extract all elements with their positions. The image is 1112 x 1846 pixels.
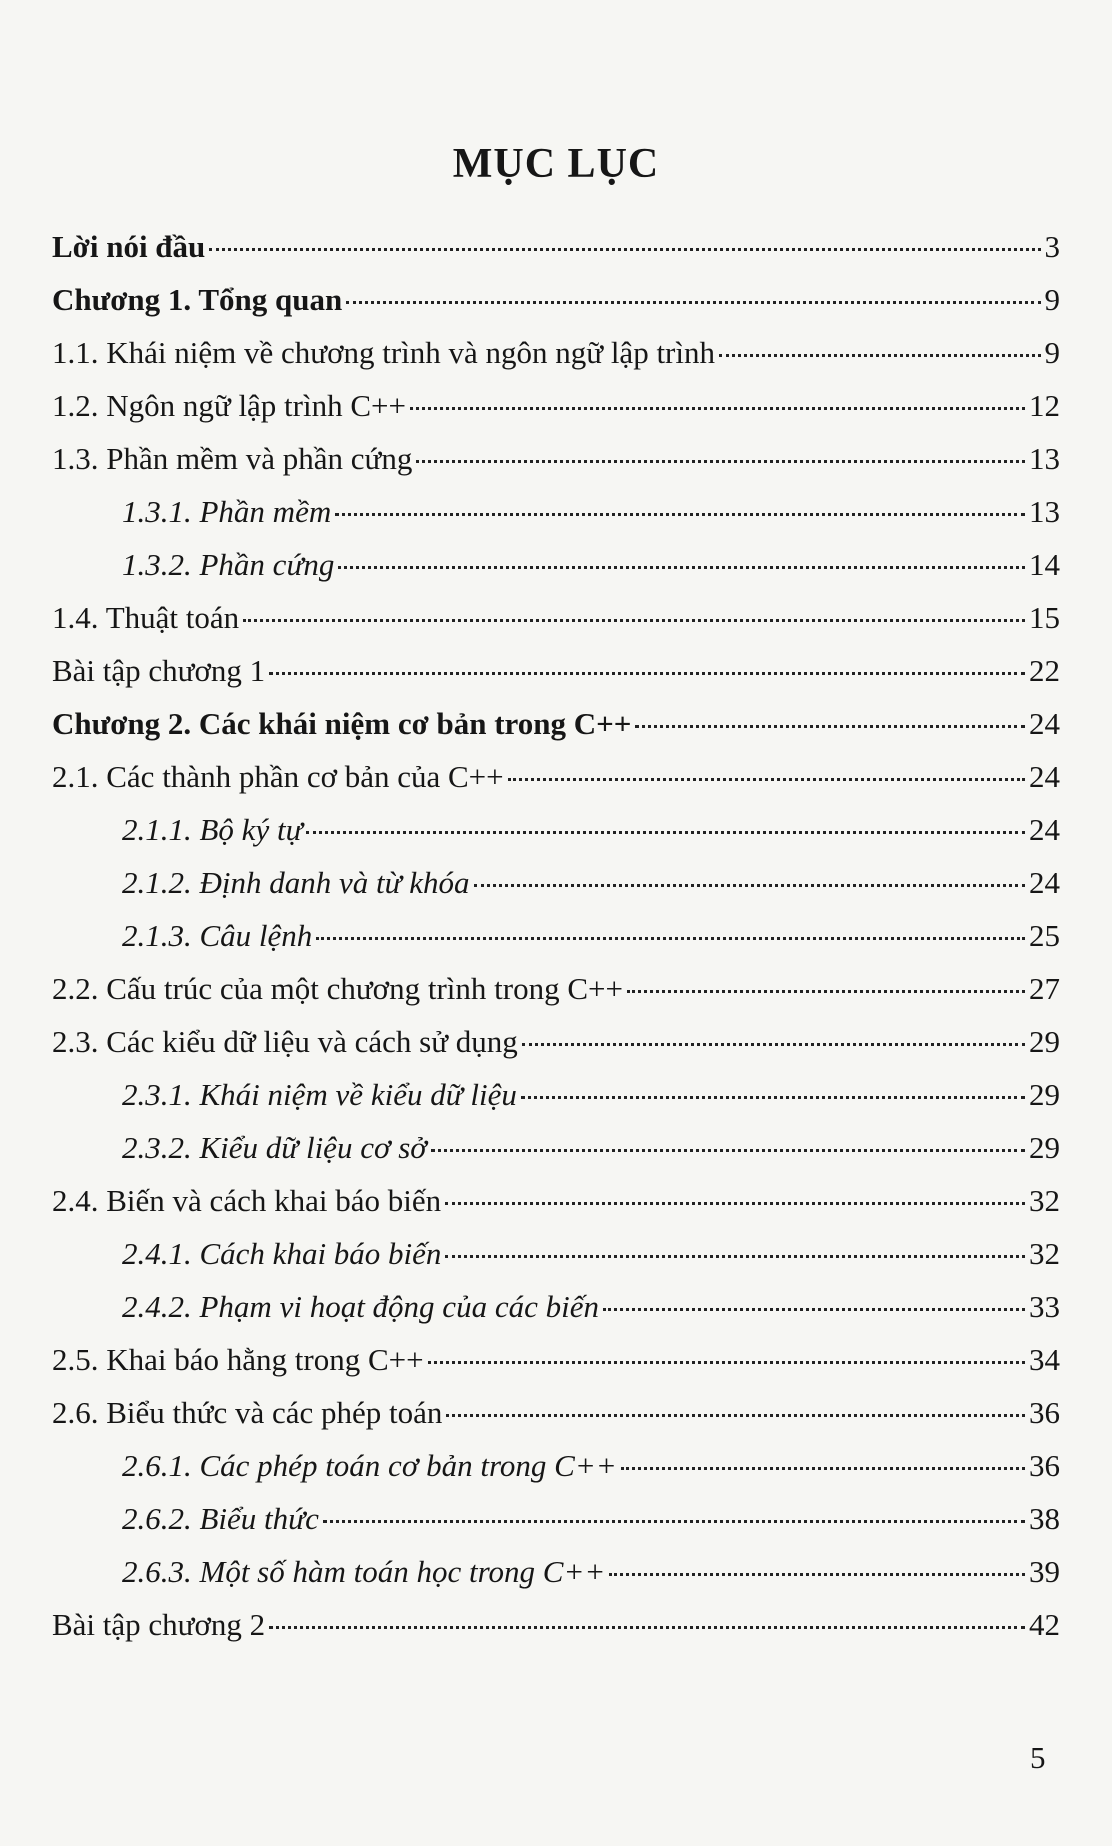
toc-entry (52, 1439, 1060, 1492)
toc-entry-label: Bài tập chương 1 (52, 653, 266, 688)
toc-entry-page: 36 (1029, 1448, 1060, 1483)
toc-entry-label: 2.6.3. Một số hàm toán học trong C++ (122, 1554, 606, 1589)
toc-entry-label: 2.4.1. Cách khai báo biến (122, 1236, 442, 1271)
toc-entry-page: 13 (1029, 441, 1060, 476)
toc-entry-label: 2.2. Cấu trúc của một chương trình trong C++ (52, 971, 623, 1006)
dot-leader (269, 672, 1025, 675)
toc-entry-label: 2.6. Biểu thức và các phép toán (52, 1395, 443, 1430)
toc-entry-page: 38 (1029, 1501, 1060, 1536)
toc-entry-label: Lời nói đầu (52, 229, 206, 264)
toc-entry-page: 27 (1029, 971, 1060, 1006)
toc-entry-page: 29 (1029, 1077, 1060, 1112)
toc-entry-page: 33 (1029, 1289, 1060, 1324)
dot-leader (410, 407, 1025, 410)
toc-entry (52, 1598, 1060, 1651)
dot-leader (627, 990, 1025, 993)
toc-entry (52, 1015, 1060, 1068)
toc-entry-label: 2.4. Biến và cách khai báo biến (52, 1183, 442, 1218)
toc-entry-label: 2.3.2. Kiểu dữ liệu cơ sở (122, 1130, 427, 1165)
toc-entry-label: 1.3.1. Phần mềm (122, 494, 332, 529)
toc-entry-label: 2.6.2. Biểu thức (122, 1501, 319, 1536)
dot-leader (474, 884, 1025, 887)
toc-entry (52, 538, 1060, 591)
toc-entry (52, 1227, 1060, 1280)
toc-entry-label: 2.3. Các kiểu dữ liệu và cách sử dụng (52, 1024, 518, 1059)
toc-entry-page: 34 (1029, 1342, 1060, 1377)
dot-leader (346, 301, 1040, 304)
toc-entry (52, 326, 1060, 379)
toc-entry (52, 962, 1060, 1015)
toc-entry-page: 24 (1029, 812, 1060, 847)
dot-leader (603, 1308, 1025, 1311)
toc-entry (52, 1280, 1060, 1333)
toc-entry (52, 591, 1060, 644)
dot-leader (335, 513, 1025, 516)
toc-entry-page: 3 (1044, 229, 1060, 264)
dot-leader (719, 354, 1041, 357)
toc-entry-label: 2.1.1. Bộ ký tự (122, 812, 303, 847)
toc-entry-label: 2.3.1. Khái niệm về kiểu dữ liệu (122, 1077, 517, 1112)
toc-entry (52, 750, 1060, 803)
toc-entry (52, 1545, 1060, 1598)
dot-leader (243, 619, 1025, 622)
dot-leader (323, 1520, 1025, 1523)
toc-entry (52, 1121, 1060, 1174)
toc-entry-label: 1.3.2. Phần cứng (122, 547, 335, 582)
toc-entry (52, 1492, 1060, 1545)
toc-entry-page: 15 (1029, 600, 1060, 635)
dot-leader (445, 1202, 1025, 1205)
toc-entry-label: 2.1. Các thành phần cơ bản của C++ (52, 759, 504, 794)
toc-entry (52, 220, 1060, 273)
dot-leader (635, 725, 1025, 728)
toc-entry-label: Chương 2. Các khái niệm cơ bản trong C++ (52, 706, 632, 741)
toc-entry (52, 856, 1060, 909)
dot-leader (316, 937, 1025, 940)
dot-leader (269, 1626, 1025, 1629)
dot-leader (428, 1361, 1025, 1364)
toc-entry-page: 29 (1029, 1024, 1060, 1059)
dot-leader (306, 831, 1025, 834)
toc-entry-label: 2.1.3. Câu lệnh (122, 918, 313, 953)
toc-entry-label: Bài tập chương 2 (52, 1607, 266, 1642)
toc-entry (52, 697, 1060, 750)
dot-leader (521, 1096, 1025, 1099)
toc-entry (52, 803, 1060, 856)
toc-entry-page: 25 (1029, 918, 1060, 953)
dot-leader (209, 248, 1040, 251)
dot-leader (416, 460, 1025, 463)
toc-entry (52, 909, 1060, 962)
toc-entry-page: 29 (1029, 1130, 1060, 1165)
page-number: 5 (1030, 1740, 1046, 1775)
toc-entry-page: 36 (1029, 1395, 1060, 1430)
toc-entry-page: 42 (1029, 1607, 1060, 1642)
toc-entry (52, 1386, 1060, 1439)
dot-leader (609, 1573, 1025, 1576)
dot-leader (431, 1149, 1025, 1152)
toc-entry-page: 24 (1029, 865, 1060, 900)
toc-entry (52, 273, 1060, 326)
dot-leader (508, 778, 1025, 781)
toc-entry-label: 1.4. Thuật toán (52, 600, 240, 635)
toc-entry-page: 32 (1029, 1183, 1060, 1218)
dot-leader (338, 566, 1025, 569)
dot-leader (446, 1414, 1025, 1417)
page-title: MỤC LỤC (452, 141, 660, 187)
toc-entry-page: 14 (1029, 547, 1060, 582)
toc-entry-page: 13 (1029, 494, 1060, 529)
dot-leader (621, 1467, 1025, 1470)
toc-entry-page: 12 (1029, 388, 1060, 423)
toc-entry-label: 2.4.2. Phạm vi hoạt động của các biến (122, 1289, 599, 1324)
toc-entry (52, 1068, 1060, 1121)
toc-entry-label: 1.2. Ngôn ngữ lập trình C++ (52, 388, 407, 423)
toc-entry-label: Chương 1. Tổng quan (52, 282, 343, 317)
toc-entry-label: 1.1. Khái niệm về chương trình và ngôn ngữ lập trình (52, 335, 715, 370)
toc-entry (52, 1333, 1060, 1386)
toc-entry (52, 644, 1060, 697)
dot-leader (445, 1255, 1025, 1258)
toc-entry-label: 2.1.2. Định danh và từ khóa (122, 865, 470, 900)
toc-entry-label: 2.6.1. Các phép toán cơ bản trong C++ (122, 1448, 617, 1483)
toc-entry-page: 22 (1029, 653, 1060, 688)
toc-entry (52, 432, 1060, 485)
dot-leader (522, 1043, 1025, 1046)
toc-entry-page: 9 (1044, 335, 1060, 370)
toc-entry-label: 2.5. Khai báo hằng trong C++ (52, 1342, 424, 1377)
toc-entry (52, 379, 1060, 432)
toc-entry-page: 32 (1029, 1236, 1060, 1271)
table-of-contents (52, 220, 1060, 1651)
toc-entry (52, 485, 1060, 538)
toc-entry-page: 24 (1029, 759, 1060, 794)
toc-entry-label: 1.3. Phần mềm và phần cứng (52, 441, 413, 476)
toc-entry-page: 39 (1029, 1554, 1060, 1589)
toc-entry-page: 9 (1044, 282, 1060, 317)
toc-entry-page: 24 (1029, 706, 1060, 741)
toc-entry (52, 1174, 1060, 1227)
